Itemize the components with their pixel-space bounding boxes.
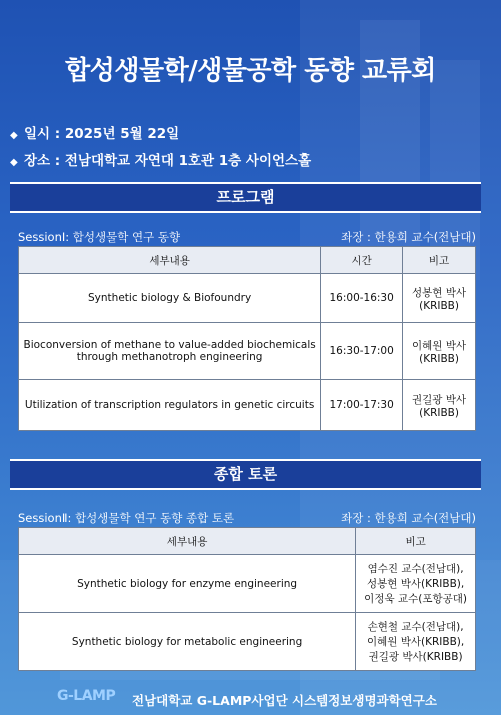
program-table <box>18 246 476 431</box>
date-text: 일시 : 2025년 5월 22일 <box>24 126 180 142</box>
talk-title: Synthetic biology & Biofoundry <box>19 274 321 323</box>
talk-time: 16:00-16:30 <box>321 274 403 323</box>
column-header-note: 비고 <box>356 528 476 555</box>
place-text: 장소 : 전남대학교 자연대 1호관 1층 사이언스홀 <box>24 153 312 169</box>
event-date <box>10 122 179 142</box>
footer <box>0 686 501 715</box>
session2-header <box>18 510 476 526</box>
talk-speaker: 이혜원 박사 (KRIBB) <box>403 323 476 380</box>
discussion-heading: 종합 토론 <box>10 459 481 490</box>
talk-speaker: 권길광 박사 (KRIBB) <box>403 380 476 431</box>
talk-title: Bioconversion of methane to value-added biochemicals through methanotroph engineering <box>19 323 321 380</box>
session1-chair: 좌장 : 한용희 교수(전남대) <box>341 230 476 244</box>
table-row <box>19 555 476 613</box>
talk-speaker: 성봉현 박사 (KRIBB) <box>403 274 476 323</box>
discussion-topic: Synthetic biology for metabolic engineering <box>19 613 356 671</box>
table-row <box>19 380 476 431</box>
diamond-bullet-icon: ◆ <box>10 157 18 168</box>
discussion-topic: Synthetic biology for enzyme engineering <box>19 555 356 613</box>
glamp-logo: G-LAMP <box>57 688 116 704</box>
talk-time: 16:30-17:00 <box>321 323 403 380</box>
diamond-bullet-icon: ◆ <box>10 130 18 141</box>
talk-title: Utilization of transcription regulators in genetic circuits <box>19 380 321 431</box>
talk-time: 17:00-17:30 <box>321 380 403 431</box>
session2-title: SessionⅡ: 합성생물학 연구 동향 종합 토론 <box>18 511 235 525</box>
session1-title: SessionⅠ: 합성생물학 연구 동향 <box>18 230 181 244</box>
column-header-time: 시간 <box>321 247 403 274</box>
session2-chair: 좌장 : 한용희 교수(전남대) <box>341 511 476 525</box>
table-row <box>19 613 476 671</box>
program-heading: 프로그램 <box>10 182 481 213</box>
column-header-content: 세부내용 <box>19 247 321 274</box>
session1-header <box>18 229 476 245</box>
discussion-panel: 손현철 교수(전남대), 이혜원 박사(KRIBB), 권길광 박사(KRIBB) <box>356 613 476 671</box>
discussion-table <box>18 527 476 671</box>
page-title: 합성생물학/생물공학 동향 교류회 <box>65 56 436 86</box>
table-row <box>19 274 476 323</box>
table-row <box>19 323 476 380</box>
footer-organization: 전남대학교 G-LAMP사업단 시스템정보생명과학연구소 <box>132 693 437 708</box>
discussion-panel: 염수진 교수(전남대), 성봉현 박사(KRIBB), 이정욱 교수(포항공대) <box>356 555 476 613</box>
column-header-content: 세부내용 <box>19 528 356 555</box>
event-place <box>10 149 311 169</box>
column-header-note: 비고 <box>403 247 476 274</box>
